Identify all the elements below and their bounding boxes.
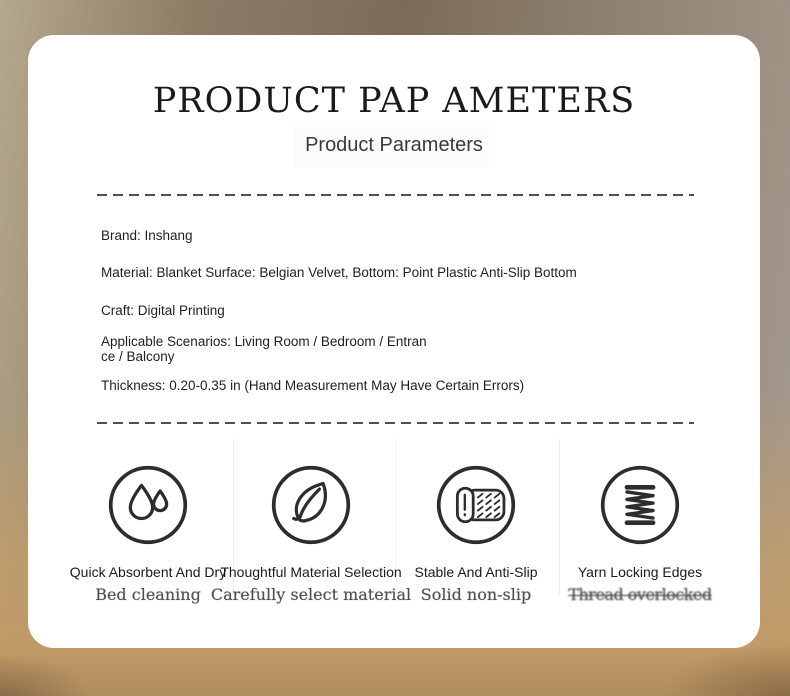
page-subtitle: Product Parameters: [305, 134, 483, 156]
subtitle-box: [294, 122, 494, 168]
spec-scenarios-line2: ce / Balcony: [101, 349, 175, 364]
spec-brand: Brand: Inshang: [101, 228, 193, 243]
feature-label: Quick Absorbent And Dry: [69, 564, 227, 580]
water-drops-icon: [107, 464, 189, 546]
yarn-spool-icon: [599, 464, 681, 546]
feature-anti-slip: [388, 464, 564, 644]
leaf-icon: [270, 464, 352, 546]
spec-scenarios-line1: Applicable Scenarios: Living Room / Bedroom / Entran: [101, 334, 427, 349]
spec-scenarios: [101, 334, 721, 364]
feature-material-selection: [210, 464, 412, 644]
feature-label: Yarn Locking Edges: [577, 564, 703, 580]
feature-sublabel: Bed cleaning: [95, 585, 201, 604]
feature-label: Thoughtful Material Selection: [220, 564, 402, 580]
feature-locking-edges: [552, 464, 728, 644]
spec-material: Material: Blanket Surface: Belgian Velvet, Bottom: Point Plastic Anti-Slip Bottom: [101, 265, 577, 280]
feature-label: Stable And Anti-Slip: [414, 564, 538, 580]
feature-absorbent: [60, 464, 236, 644]
rolled-mat-icon: [435, 464, 517, 546]
feature-sublabel: Thread overlocked: [568, 585, 712, 604]
product-parameters-card: [28, 35, 760, 648]
dashed-divider-top: [97, 194, 694, 196]
feature-sublabel: Solid non-slip: [420, 585, 532, 604]
feature-sublabel: Carefully select material: [210, 585, 412, 604]
spec-craft: Craft: Digital Printing: [101, 303, 225, 318]
page-title: PRODUCT PAP AMETERS: [152, 81, 636, 121]
spec-thickness: Thickness: 0.20-0.35 in (Hand Measurement May Have Certain Errors): [101, 378, 525, 393]
dashed-divider-bottom: [97, 422, 694, 424]
